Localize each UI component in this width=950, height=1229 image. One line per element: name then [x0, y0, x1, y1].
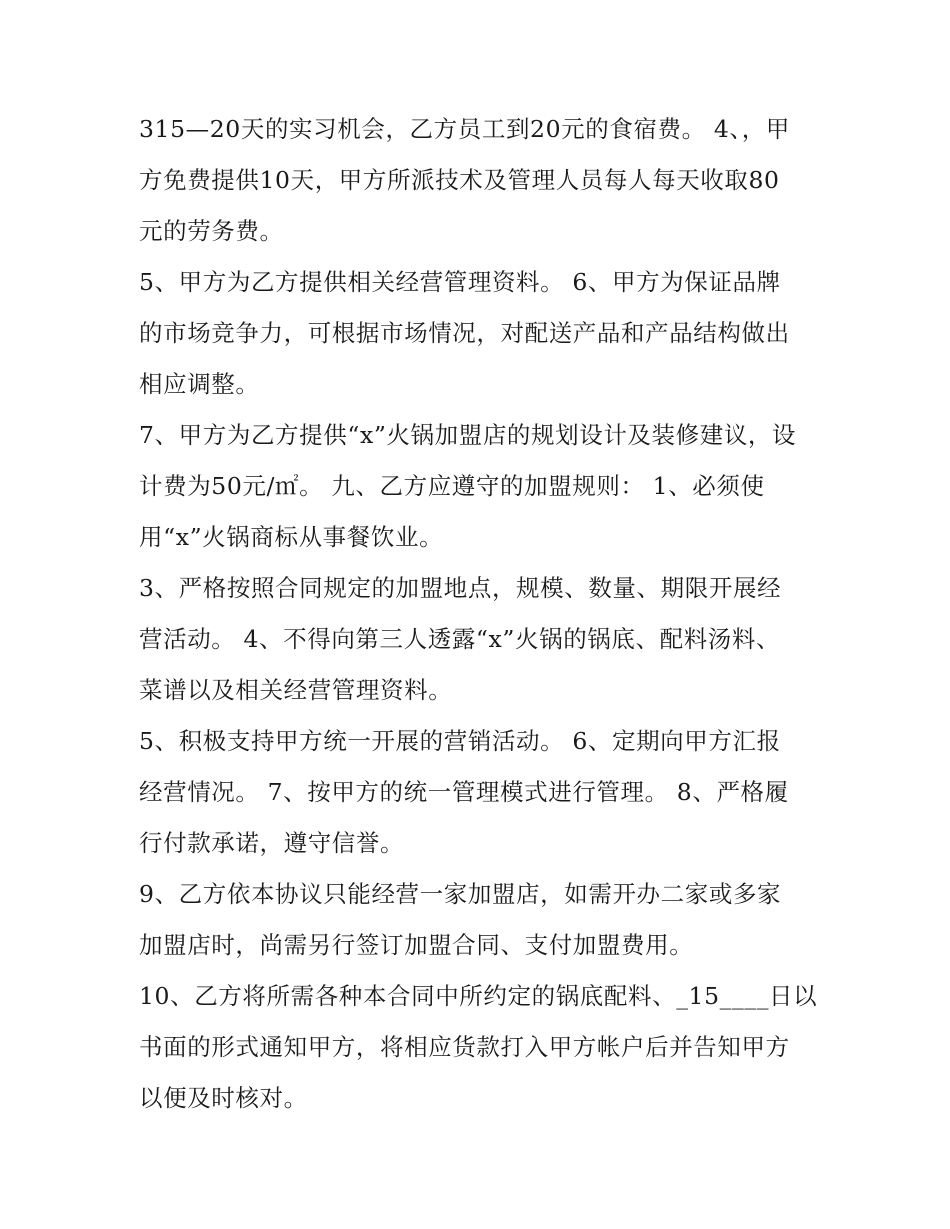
text-line: 菜谱以及相关经营管理资料。 [139, 676, 453, 704]
text-line: 计费为50元/㎡。 九、乙方应遵守的加盟规则： 1、必须使 [139, 472, 765, 500]
text-line: 营活动。 4、不得向第三人透露“x”火锅的锅底、配料汤料、 [139, 625, 781, 653]
text-line: 10、乙方将所需各种本合同中所约定的锅底配料、_15____日以 [139, 982, 818, 1010]
text-line: 经营情况。 7、按甲方的统一管理模式进行管理。 8、严格履 [139, 778, 789, 806]
text-line: 315—20天的实习机会，乙方员工到20元的食宿费。 4、，甲 [139, 115, 790, 143]
text-line: 用“x”火锅商标从事餐饮业。 [139, 523, 444, 551]
text-line: 相应调整。 [139, 370, 260, 398]
text-line: 书面的形式通知甲方，将相应货款打入甲方帐户后并告知甲方 [139, 1033, 790, 1061]
text-line: 方免费提供10天，甲方所派技术及管理人员每人每天收取80 [139, 166, 780, 194]
text-line: 加盟店时，尚需另行签订加盟合同、支付加盟费用。 [139, 931, 694, 959]
text-line: 的市场竞争力，可根据市场情况，对配送产品和产品结构做出 [139, 319, 790, 347]
text-line: 3、严格按照合同规定的加盟地点，规模、数量、期限开展经 [139, 574, 782, 602]
text-line: 7、甲方为乙方提供“x”火锅加盟店的规划设计及装修建议，设 [139, 421, 797, 449]
text-line: 5、甲方为乙方提供相关经营管理资料。 6、甲方为保证品牌 [139, 268, 781, 296]
text-line: 5、积极支持甲方统一开展的营销活动。 6、定期向甲方汇报 [139, 727, 781, 755]
text-line: 9、乙方依本协议只能经营一家加盟店，如需开办二家或多家 [139, 880, 782, 908]
text-line: 行付款承诺，遵守信誉。 [139, 829, 405, 857]
text-line: 元的劳务费。 [139, 217, 284, 245]
text-line: 以便及时核对。 [139, 1084, 308, 1112]
